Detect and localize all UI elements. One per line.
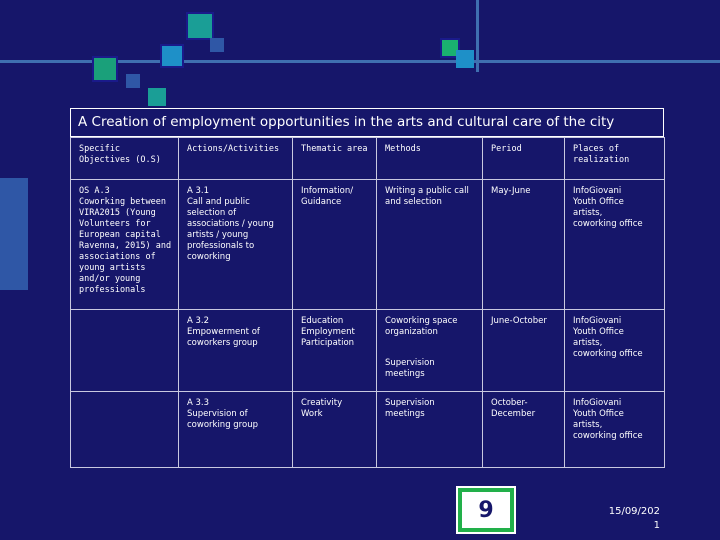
- header-actions: Actions/Activities: [179, 138, 293, 180]
- cell-methods: Supervision meetings: [377, 392, 483, 468]
- methods-extra-text: Supervision meetings: [385, 358, 435, 379]
- cell-action: A 3.1 Call and public selection of associations / young artists / young professionals to coworking: [179, 180, 293, 310]
- cell-objective: OS A.3 Coworking between VIRA2015 (Young Volunteers for European capital Ravenna, 2015) and associations of young artists and/or young professionals: [71, 180, 179, 310]
- activities-table: [70, 137, 665, 468]
- table-title: A Creation of employment opportunities in the arts and cultural care of the city: [70, 108, 664, 137]
- cell-thematic: Education Employment Participation: [293, 310, 377, 392]
- cell-action: A 3.2 Empowerment of coworkers group: [179, 310, 293, 392]
- date-label: 15/09/202 1: [608, 506, 660, 531]
- header-objectives: Specific Objectives (O.S): [71, 138, 179, 180]
- cell-thematic: Creativity Work: [293, 392, 377, 468]
- header-places: Places of realization: [565, 138, 665, 180]
- header-thematic: Thematic area: [293, 138, 377, 180]
- cell-places: InfoGiovani Youth Office artists, coworking office: [565, 180, 665, 310]
- page-number: 9: [462, 492, 510, 528]
- cell-objective: [71, 310, 179, 392]
- cell-period: October- December: [483, 392, 565, 468]
- header-period: Period: [483, 138, 565, 180]
- decorative-square: [210, 38, 224, 52]
- page-number-badge: [456, 486, 516, 534]
- cell-places: InfoGiovani Youth Office artists, coworking office: [565, 392, 665, 468]
- decorative-line-vertical: [476, 0, 479, 72]
- cell-period: May-June: [483, 180, 565, 310]
- cell-period: June-October: [483, 310, 565, 392]
- methods-text: Coworking space organization: [385, 316, 458, 337]
- decorative-square: [148, 88, 166, 106]
- table-row: [71, 180, 665, 310]
- cell-methods: Writing a public call and selection: [377, 180, 483, 310]
- table-header-row: [71, 138, 665, 180]
- decorative-left-stripe: [0, 178, 28, 290]
- header-methods: Methods: [377, 138, 483, 180]
- decorative-square: [160, 44, 184, 68]
- cell-methods: [377, 310, 483, 392]
- decorative-square: [456, 50, 474, 68]
- table-row: [71, 392, 665, 468]
- cell-places: InfoGiovani Youth Office artists, coworking office: [565, 310, 665, 392]
- decorative-square: [126, 74, 140, 88]
- cell-objective: [71, 392, 179, 468]
- cell-thematic: Information/ Guidance: [293, 180, 377, 310]
- table-row: [71, 310, 665, 392]
- decorative-square: [186, 12, 214, 40]
- decorative-square: [92, 56, 118, 82]
- cell-action: A 3.3 Supervision of coworking group: [179, 392, 293, 468]
